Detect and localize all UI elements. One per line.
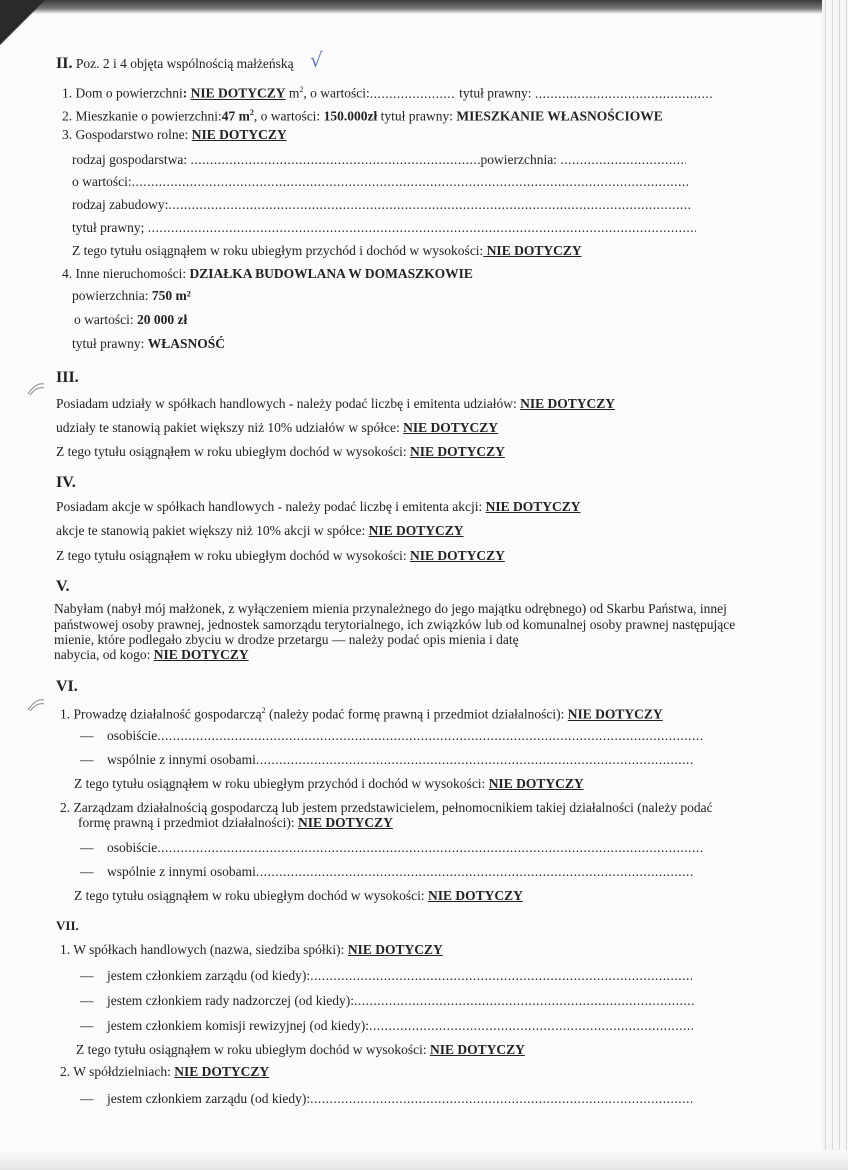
scan-edge-bottom <box>0 1150 848 1170</box>
dotted-leader <box>256 864 694 880</box>
label: o wartości: <box>74 312 137 327</box>
section-v-title: V. <box>56 578 70 595</box>
label: Z tego tytułu osiągnąłem w roku ubiegłym przychód i dochód w wysokości: <box>72 243 484 258</box>
business-self-row <box>80 728 703 744</box>
value: 750 m² <box>151 288 191 303</box>
shares-income-row <box>56 444 505 460</box>
farm-type-row <box>72 152 686 168</box>
item-house: 1. Dom o powierzchni: NIE DOTYCZY $m^2$, o wartości:..... tytuł prawny: ..... <box>62 82 713 102</box>
label: 3. Gospodarstwo rolne: <box>62 127 192 142</box>
label: 4. Inne nieruchomości: <box>62 266 190 281</box>
label: nabycia, od kogo: <box>54 647 154 662</box>
stocks-income-row <box>56 548 505 564</box>
acquisition-line-3: mienie, które podlegało zbyciu w drodze przetargu — należy podać opis mienia i datę <box>54 632 519 647</box>
farm-income-row <box>72 243 582 259</box>
value-not-applicable: NIE DOTYCZY <box>483 243 582 258</box>
value-not-applicable: NIE DOTYCZY <box>347 942 443 957</box>
unit-sup: 2 <box>299 85 304 94</box>
shares-packet-row <box>56 420 498 436</box>
farm-buildings-row <box>72 197 690 213</box>
dash: — <box>80 993 94 1008</box>
other-value-row <box>74 312 187 328</box>
acquisition-line-1: Nabyłam (nabył mój małżonek, z wyłączeniem mienia przynależnego do jego majątku odrębnego) od Skarbu Państwa, innej <box>54 601 727 616</box>
label: 2. W spółdzielniach: <box>60 1064 175 1079</box>
dotted-leader <box>132 174 688 190</box>
label: o wartości: <box>72 174 132 189</box>
value-not-applicable: NIE DOTYCZY <box>409 444 505 459</box>
value-not-applicable: NIE DOTYCZY <box>427 888 523 903</box>
label: udziały te stanowią pakiet większy niż 10% udziałów w spółce: <box>56 420 404 435</box>
dash: — <box>80 728 94 743</box>
manage-joint-row <box>80 864 694 880</box>
audit-committee-row <box>80 1018 693 1034</box>
hole-punch-mark <box>26 696 46 712</box>
dash: — <box>80 840 94 855</box>
unit: m <box>288 85 300 101</box>
label: Z tego tytułu osiągnąłem w roku ubiegłym przychód i dochód w wysokości: <box>74 776 489 791</box>
dash: — <box>80 864 94 879</box>
label: wspólnie z innymi osobami <box>107 752 256 767</box>
dash: — <box>80 1018 94 1033</box>
item-apartment <box>62 105 663 125</box>
manage-self-row <box>80 840 703 856</box>
supervisory-board-row <box>80 993 694 1009</box>
other-title-row <box>72 336 225 352</box>
coop-board-row <box>80 1091 692 1107</box>
shares-row <box>56 396 615 412</box>
acquisition-line-4 <box>54 647 249 663</box>
dotted-leader <box>560 152 686 168</box>
other-area-row <box>72 288 191 304</box>
dotted-leader <box>157 728 703 744</box>
section-vii-title: VII. <box>56 918 79 933</box>
dotted-leader <box>369 1018 693 1034</box>
label: osobiście <box>107 840 158 855</box>
unit-sup: 2 <box>249 108 254 117</box>
label: tytuł prawny: <box>72 336 148 351</box>
label: rodzaj gospodarstwa: <box>72 152 191 167</box>
footnote-ref: 2 <box>261 706 266 715</box>
stocks-row <box>56 499 581 515</box>
label: tytuł prawny; <box>72 220 148 235</box>
label: formę prawną i przedmiot działalności): <box>78 815 299 830</box>
section-ii-header <box>56 56 294 72</box>
value-not-applicable: NIE DOTYCZY <box>567 706 663 722</box>
section-iv-title: IV. <box>56 474 76 491</box>
section-vi-title: VI. <box>56 678 78 695</box>
label: rodzaj zabudowy: <box>72 197 169 212</box>
value-not-applicable: NIE DOTYCZY <box>190 85 286 101</box>
value-not-applicable: NIE DOTYCZY <box>429 1042 525 1057</box>
section-heading: Poz. 2 i 4 objęta wspólnością małżeńską <box>75 56 294 71</box>
companies-income-row <box>76 1042 525 1058</box>
dotted-leader <box>310 1091 692 1107</box>
label: , o wartości: <box>303 85 370 101</box>
business-income-row <box>74 776 584 792</box>
value-not-applicable: NIE DOTYCZY <box>298 815 393 830</box>
label: Z tego tytułu osiągnąłem w roku ubiegłym dochód w wysokości: <box>74 888 428 903</box>
label: jestem członkiem zarządu (od kiedy): <box>107 1091 311 1106</box>
dash: — <box>80 752 94 767</box>
label: tytuł prawny: <box>377 108 457 124</box>
business-joint-row <box>80 752 694 768</box>
value-not-applicable: NIE DOTYCZY <box>520 396 615 411</box>
value-not-applicable: NIE DOTYCZY <box>153 647 249 662</box>
dotted-leader <box>148 220 696 236</box>
label: (należy podać formę prawną i przedmiot działalności): <box>265 706 568 722</box>
label: 1. Prowadzę działalność gospodarczą <box>60 706 262 722</box>
label: osobiście <box>107 728 158 743</box>
manage-income-row <box>74 888 523 904</box>
label: Posiadam udziały w spółkach handlowych - należy podać liczbę i emitenta udziałów: <box>56 396 521 411</box>
value-not-applicable: NIE DOTYCZY <box>191 127 287 142</box>
label: tytuł prawny: <box>455 85 535 101</box>
section-title: II. <box>56 55 73 72</box>
label: Z tego tytułu osiągnąłem w roku ubiegłym dochód w wysokości: <box>56 548 410 563</box>
scan-edge-top <box>0 0 848 14</box>
manage-row-1: 2. Zarządzam działalnością gospodarczą lub jestem przedstawicielem, pełnomocnikiem takiej działalności (należy podać <box>60 800 713 815</box>
value: 20 000 zł <box>137 312 188 327</box>
label: powierzchnia: <box>72 288 152 303</box>
value-not-applicable: NIE DOTYCZY <box>409 548 505 563</box>
page-stack-edge <box>822 0 848 1170</box>
value-not-applicable: NIE DOTYCZY <box>368 523 464 538</box>
value-not-applicable: NIE DOTYCZY <box>174 1064 270 1079</box>
board-member-row <box>80 968 692 984</box>
dash: — <box>80 1091 94 1106</box>
value: 47 m <box>221 108 250 124</box>
dotted-leader <box>354 993 694 1009</box>
label: Z tego tytułu osiągnąłem w roku ubiegłym dochód w wysokości: <box>56 444 410 459</box>
section-iii-title: III. <box>56 369 79 386</box>
cooperatives-row <box>60 1064 269 1080</box>
acquisition-line-2: państwowej osoby prawnej, jednostek samorządu terytorialnego, ich związków lub od komunalnej osoby prawnej następujące <box>54 617 736 632</box>
label: wspólnie z innymi osobami <box>107 864 256 879</box>
label: , o wartości: <box>253 108 324 124</box>
value-not-applicable: NIE DOTYCZY <box>485 499 581 514</box>
dotted-leader <box>168 197 690 213</box>
farm-title-row <box>72 220 696 236</box>
dash: — <box>80 968 94 983</box>
label: 1. W spółkach handlowych (nazwa, siedziba spółki): <box>60 942 348 957</box>
dotted-leader <box>256 752 694 768</box>
checkmark-annotation: √ <box>310 48 323 72</box>
value: 150.000zł <box>323 108 378 124</box>
dotted-leader <box>190 152 480 168</box>
label: jestem członkiem komisji rewizyjnej (od kiedy): <box>107 1018 370 1033</box>
stocks-packet-row <box>56 523 464 539</box>
value-not-applicable: NIE DOTYCZY <box>488 776 584 791</box>
companies-row <box>60 942 443 958</box>
label: 1. Dom o powierzchni <box>62 85 183 101</box>
label: akcje te stanowią pakiet większy niż 10% akcji w spółce: <box>56 523 369 538</box>
scan-edge-corner <box>0 0 46 46</box>
hole-punch-mark <box>26 380 46 396</box>
label: powierzchnia: <box>480 152 561 167</box>
label: jestem członkiem zarządu (od kiedy): <box>107 968 311 983</box>
business-row <box>60 703 663 723</box>
item-farm <box>62 127 287 143</box>
label: 2. Mieszkanie o powierzchni: <box>62 108 222 124</box>
item-other-property <box>62 266 473 282</box>
dotted-leader <box>157 840 703 856</box>
dotted-leader <box>370 86 456 102</box>
dotted-leader <box>535 86 713 102</box>
label: jestem członkiem rady nadzorczej (od kiedy): <box>107 993 355 1008</box>
value-not-applicable: NIE DOTYCZY <box>403 420 499 435</box>
value: WŁASNOŚĆ <box>147 336 226 351</box>
label: Z tego tytułu osiągnąłem w roku ubiegłym dochód w wysokości: <box>76 1042 430 1057</box>
label: Posiadam akcje w spółkach handlowych - należy podać liczbę i emitenta akcji: <box>56 499 486 514</box>
manage-row-2 <box>78 815 393 831</box>
dotted-leader <box>310 968 692 984</box>
value: MIESZKANIE WŁASNOŚCIOWE <box>456 108 663 124</box>
farm-value-row <box>72 174 688 190</box>
value: DZIAŁKA BUDOWLANA W DOMASZKOWIE <box>189 266 473 281</box>
